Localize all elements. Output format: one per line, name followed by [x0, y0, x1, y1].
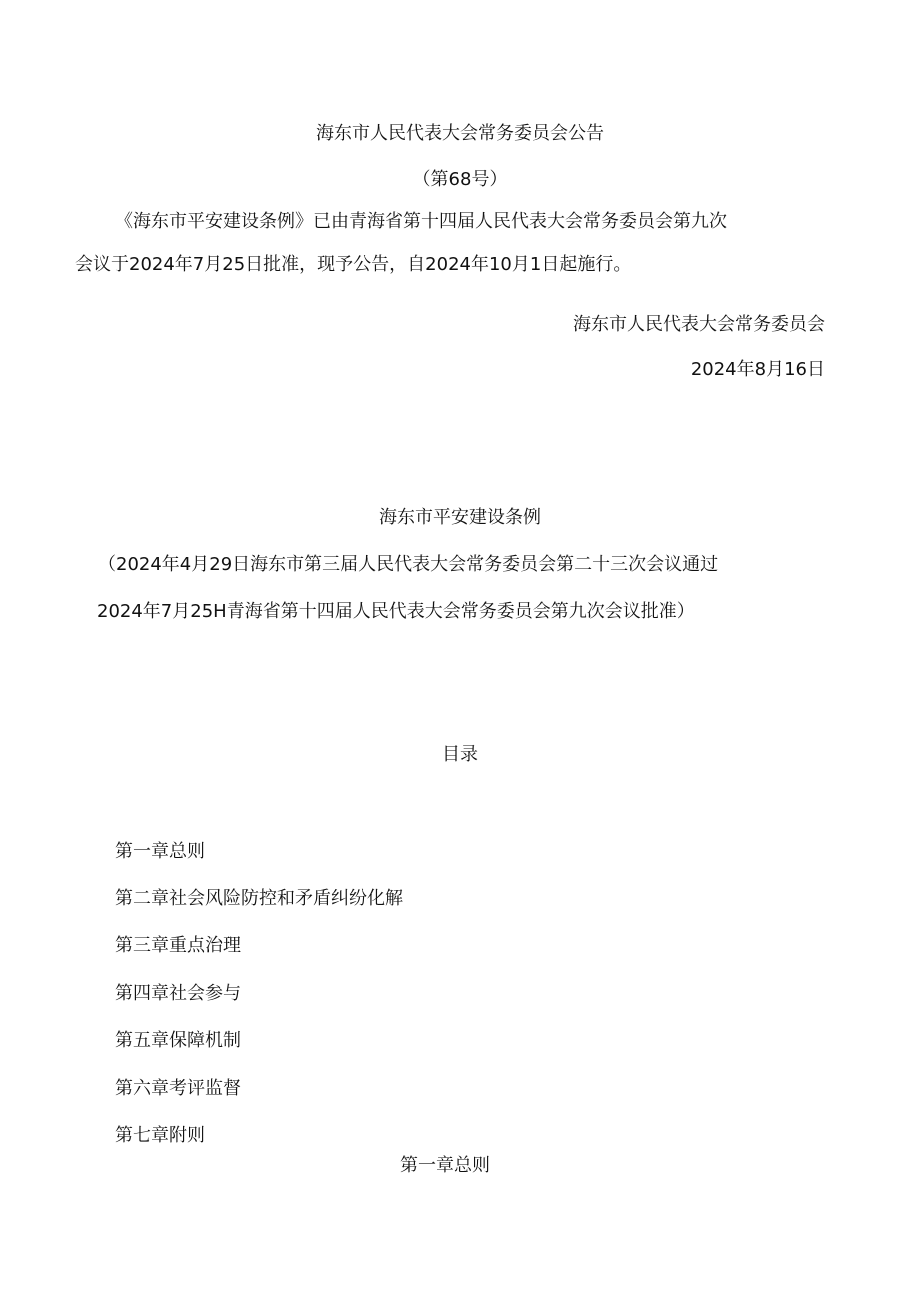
- regulation-note-line-2: 2024年7月25H青海省第十四届人民代表大会常务委员会第九次会议批准）: [97, 601, 695, 622]
- announcement-title: 海东市人民代表大会常务委员会公告: [316, 123, 604, 144]
- toc-item: 第三章重点治理: [115, 935, 241, 956]
- toc-item: 第二章社会风险防控和矛盾纠纷化解: [115, 888, 403, 909]
- toc-item: 第五章保障机制: [115, 1030, 241, 1051]
- toc-item: 第四章社会参与: [115, 983, 241, 1004]
- announcement-body-line-1: 《海东市平安建设条例》已由青海省第十四届人民代表大会常务委员会第九次: [115, 211, 727, 232]
- chapter-1-heading: 第一章总则: [400, 1155, 490, 1176]
- announcement-signature: 海东市人民代表大会常务委员会: [573, 314, 825, 335]
- toc-item: 第一章总则: [115, 841, 205, 862]
- regulation-note-line-1: （2024年4月29日海东市第三届人民代表大会常务委员会第二十三次会议通过: [98, 554, 719, 575]
- toc-heading: 目录: [442, 744, 478, 765]
- announcement-number: （第68号）: [412, 169, 508, 190]
- regulation-title: 海东市平安建设条例: [379, 507, 541, 528]
- announcement-body-line-2: 会议于2024年7月25日批准，现予公告，自2024年10月1日起施行。: [75, 254, 632, 275]
- toc-item: 第七章附则: [115, 1125, 205, 1146]
- toc-item: 第六章考评监督: [115, 1078, 241, 1099]
- announcement-date: 2024年8月16日: [690, 359, 825, 380]
